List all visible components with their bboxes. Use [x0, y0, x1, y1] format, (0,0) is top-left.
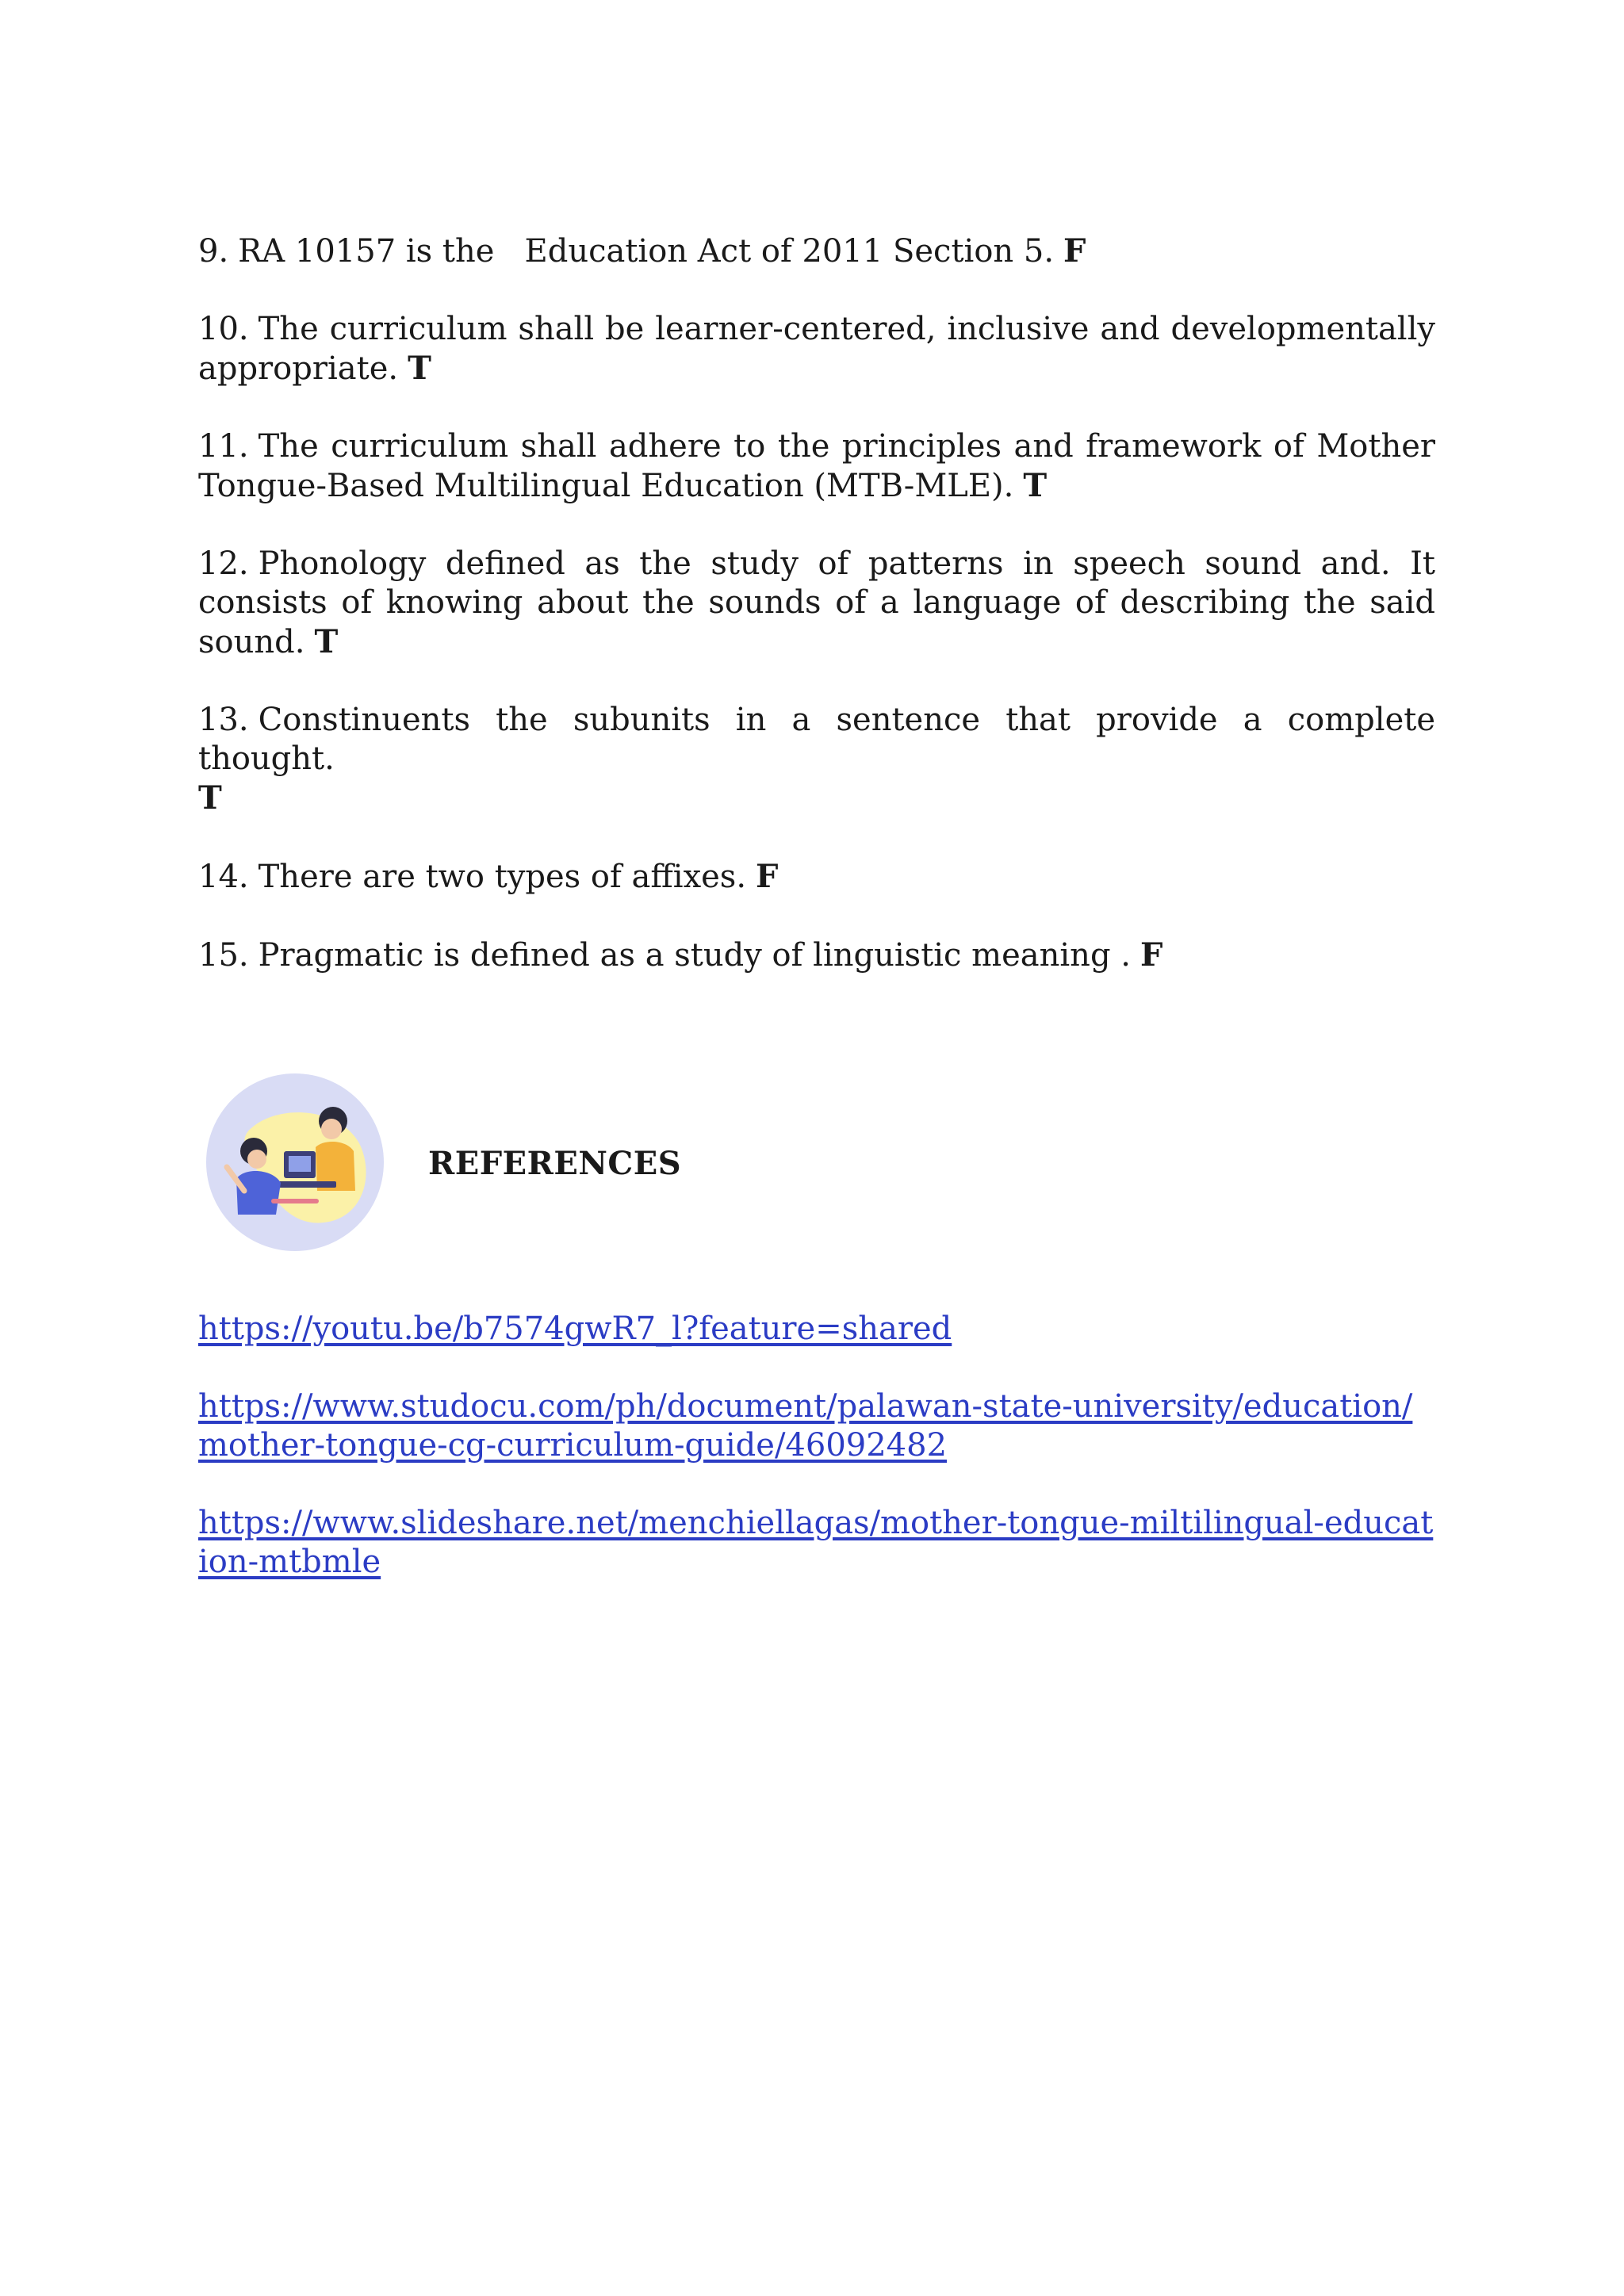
item-answer: F [756, 858, 779, 895]
reference-link-youtube[interactable]: https://youtu.be/b7574gwR7_l?feature=shared [198, 1311, 952, 1347]
item-number: 11. [198, 428, 249, 465]
item-statement: There are two types of affixes. [258, 859, 747, 895]
references-list [198, 1310, 1435, 1621]
answer-item-12 [198, 545, 1435, 662]
item-number: 13. [198, 702, 249, 738]
item-statement: Constinuents the subunits in a sentence that provide a complete thought. [198, 702, 1435, 777]
answer-item-11 [198, 427, 1435, 506]
item-number: 14. [198, 859, 249, 895]
answer-item-10 [198, 310, 1435, 388]
item-statement: The curriculum shall be learner-centered, inclusive and developmentally appropriate. [198, 311, 1435, 387]
references-header [205, 1072, 1394, 1254]
item-statement: Pragmatic is defined as a study of linguistic meaning . [258, 937, 1131, 974]
reference-link-studocu[interactable]: https://www.studocu.com/ph/document/palawan-state-university/education/mother-tongue-cg-curriculum-guide/46092482 [198, 1388, 1413, 1464]
answer-item-13 [198, 701, 1435, 818]
item-number: 9. [198, 233, 229, 270]
item-answer: F [1139, 936, 1163, 974]
item-number: 12. [198, 545, 249, 582]
references-title: REFERENCES [428, 1145, 682, 1182]
study-illustration-icon [205, 1072, 385, 1253]
item-answer: T [314, 623, 339, 660]
item-number: 10. [198, 311, 249, 347]
reference-link-slideshare[interactable]: https://www.slideshare.net/menchiellagas/mother-tongue-miltilingual-education-mtbmle [198, 1505, 1434, 1580]
true-false-answer-list [198, 232, 1435, 1014]
item-statement: Phonology defined as the study of patterns in speech sound and. It consists of knowing about the sounds of a language of describing the said sound. [198, 545, 1435, 660]
answer-item-9 [198, 232, 1435, 271]
item-answer: T [198, 779, 222, 817]
item-statement: The curriculum shall adhere to the principles and framework of Mother Tongue-Based Multilingual Education (MTB-MLE). [198, 428, 1435, 504]
item-answer: T [408, 350, 431, 387]
item-answer: F [1063, 232, 1086, 270]
item-statement: RA 10157 is the Education Act of 2011 Section 5. [238, 233, 1055, 270]
item-answer: T [1023, 467, 1048, 504]
item-number: 15. [198, 937, 249, 974]
answer-item-15 [198, 936, 1435, 975]
answer-item-14 [198, 857, 1435, 897]
